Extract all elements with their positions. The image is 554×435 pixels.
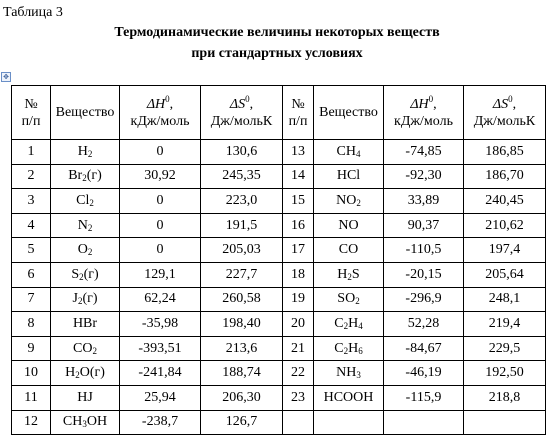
row-number: 21 (283, 336, 314, 361)
table-row (12, 312, 546, 337)
entropy-value: 198,40 (201, 312, 283, 337)
enthalpy-value: -296,9 (384, 287, 464, 312)
table-caption: Таблица 3 (3, 5, 63, 20)
entropy-value: 186,70 (464, 164, 546, 189)
enthalpy-value: -35,98 (120, 312, 201, 337)
substance-cell: $NO_2$ (314, 189, 384, 214)
substance-cell: $H_2S$ (314, 262, 384, 287)
table-row (12, 238, 546, 263)
substance-cell: $H_2$ (51, 140, 120, 165)
row-number: 2 (12, 164, 51, 189)
row-number: 3 (12, 189, 51, 214)
enthalpy-value: 30,92 (120, 164, 201, 189)
row-number: 20 (283, 312, 314, 337)
enthalpy-value: 129,1 (120, 262, 201, 287)
enthalpy-value: 0 (120, 213, 201, 238)
substance-cell: $C_2H_6$ (314, 336, 384, 361)
substance-cell: $Cl_2$ (51, 189, 120, 214)
header-substance-left: Вещество (51, 86, 120, 140)
header-substance-right: Вещество (314, 86, 384, 140)
enthalpy-value: 0 (120, 238, 201, 263)
enthalpy-value (384, 410, 464, 435)
entropy-value: 219,4 (464, 312, 546, 337)
header-ds-right: $\Delta S^0$, Дж/мольК (464, 86, 546, 140)
substance-cell: $SO_2$ (314, 287, 384, 312)
row-number: 4 (12, 213, 51, 238)
entropy-value: 223,0 (201, 189, 283, 214)
entropy-value: 188,74 (201, 361, 283, 386)
header-ds-left: $\Delta S^0$, Дж/мольК (201, 86, 283, 140)
enthalpy-value: 33,89 (384, 189, 464, 214)
table-row (12, 189, 546, 214)
substance-cell: $J_2(г)$ (51, 287, 120, 312)
row-number: 12 (12, 410, 51, 435)
enthalpy-value: 0 (120, 189, 201, 214)
table-row (12, 262, 546, 287)
substance-cell: $N_2$ (51, 213, 120, 238)
entropy-value: 130,6 (201, 140, 283, 165)
enthalpy-value: 90,37 (384, 213, 464, 238)
row-number: 15 (283, 189, 314, 214)
substance-cell: $CH_3OH$ (51, 410, 120, 435)
substance-cell: $C_2H_4$ (314, 312, 384, 337)
table-move-handle-icon[interactable]: ✥ (1, 72, 11, 82)
row-number: 14 (283, 164, 314, 189)
substance-cell: HCOOH (314, 385, 384, 410)
entropy-value: 210,62 (464, 213, 546, 238)
substance-cell: $H_2O(г)$ (51, 361, 120, 386)
enthalpy-value: 0 (120, 140, 201, 165)
substance-cell: $NH_3$ (314, 361, 384, 386)
enthalpy-value: -238,7 (120, 410, 201, 435)
row-number: 5 (12, 238, 51, 263)
enthalpy-value: 25,94 (120, 385, 201, 410)
enthalpy-value: -46,19 (384, 361, 464, 386)
substance-cell: $O_2$ (51, 238, 120, 263)
row-number: 7 (12, 287, 51, 312)
enthalpy-value: -92,30 (384, 164, 464, 189)
substance-cell: CO (314, 238, 384, 263)
header-row (12, 86, 546, 140)
enthalpy-value: 62,24 (120, 287, 201, 312)
substance-cell: $CO_2$ (51, 336, 120, 361)
enthalpy-value: -241,84 (120, 361, 201, 386)
substance-cell: $Br_2(г)$ (51, 164, 120, 189)
enthalpy-value: -110,5 (384, 238, 464, 263)
entropy-value: 213,6 (201, 336, 283, 361)
row-number: 8 (12, 312, 51, 337)
entropy-value: 205,64 (464, 262, 546, 287)
row-number: 6 (12, 262, 51, 287)
entropy-value: 192,50 (464, 361, 546, 386)
entropy-value: 197,4 (464, 238, 546, 263)
table-row (12, 336, 546, 361)
table-title-line1: Термодинамические величины некоторых веществ (114, 25, 440, 40)
table-row (12, 164, 546, 189)
table-row (12, 361, 546, 386)
table-row (12, 410, 546, 435)
table-row (12, 140, 546, 165)
enthalpy-value: 52,28 (384, 312, 464, 337)
entropy-value: 186,85 (464, 140, 546, 165)
entropy-value: 240,45 (464, 189, 546, 214)
row-number: 19 (283, 287, 314, 312)
enthalpy-value: -20,15 (384, 262, 464, 287)
entropy-value: 191,5 (201, 213, 283, 238)
entropy-value: 227,7 (201, 262, 283, 287)
substance-cell: $S_2(г)$ (51, 262, 120, 287)
thermodynamic-table (11, 85, 546, 435)
row-number (283, 410, 314, 435)
entropy-value: 126,7 (201, 410, 283, 435)
row-number: 10 (12, 361, 51, 386)
substance-cell: $CH_4$ (314, 140, 384, 165)
header-dh-left: $\Delta H^0$, кДж/моль (120, 86, 201, 140)
row-number: 23 (283, 385, 314, 410)
enthalpy-value: -393,51 (120, 336, 201, 361)
row-number: 1 (12, 140, 51, 165)
row-number: 16 (283, 213, 314, 238)
entropy-value: 229,5 (464, 336, 546, 361)
entropy-value: 248,1 (464, 287, 546, 312)
entropy-value: 245,35 (201, 164, 283, 189)
substance-cell: HBr (51, 312, 120, 337)
substance-cell (314, 410, 384, 435)
table-row (12, 287, 546, 312)
row-number: 22 (283, 361, 314, 386)
row-number: 17 (283, 238, 314, 263)
row-number: 11 (12, 385, 51, 410)
row-number: 18 (283, 262, 314, 287)
enthalpy-value: -115,9 (384, 385, 464, 410)
header-num-right: № п/п (283, 86, 314, 140)
table-row (12, 213, 546, 238)
substance-cell: HJ (51, 385, 120, 410)
entropy-value: 260,58 (201, 287, 283, 312)
row-number: 9 (12, 336, 51, 361)
row-number: 13 (283, 140, 314, 165)
entropy-value: 205,03 (201, 238, 283, 263)
header-num-left: № п/п (12, 86, 51, 140)
table-title-line2: при стандартных условиях (191, 46, 363, 61)
entropy-value (464, 410, 546, 435)
entropy-value: 218,8 (464, 385, 546, 410)
substance-cell: HCl (314, 164, 384, 189)
enthalpy-value: -74,85 (384, 140, 464, 165)
table-row (12, 385, 546, 410)
header-dh-right: $\Delta H^0$, кДж/моль (384, 86, 464, 140)
entropy-value: 206,30 (201, 385, 283, 410)
enthalpy-value: -84,67 (384, 336, 464, 361)
substance-cell: NO (314, 213, 384, 238)
